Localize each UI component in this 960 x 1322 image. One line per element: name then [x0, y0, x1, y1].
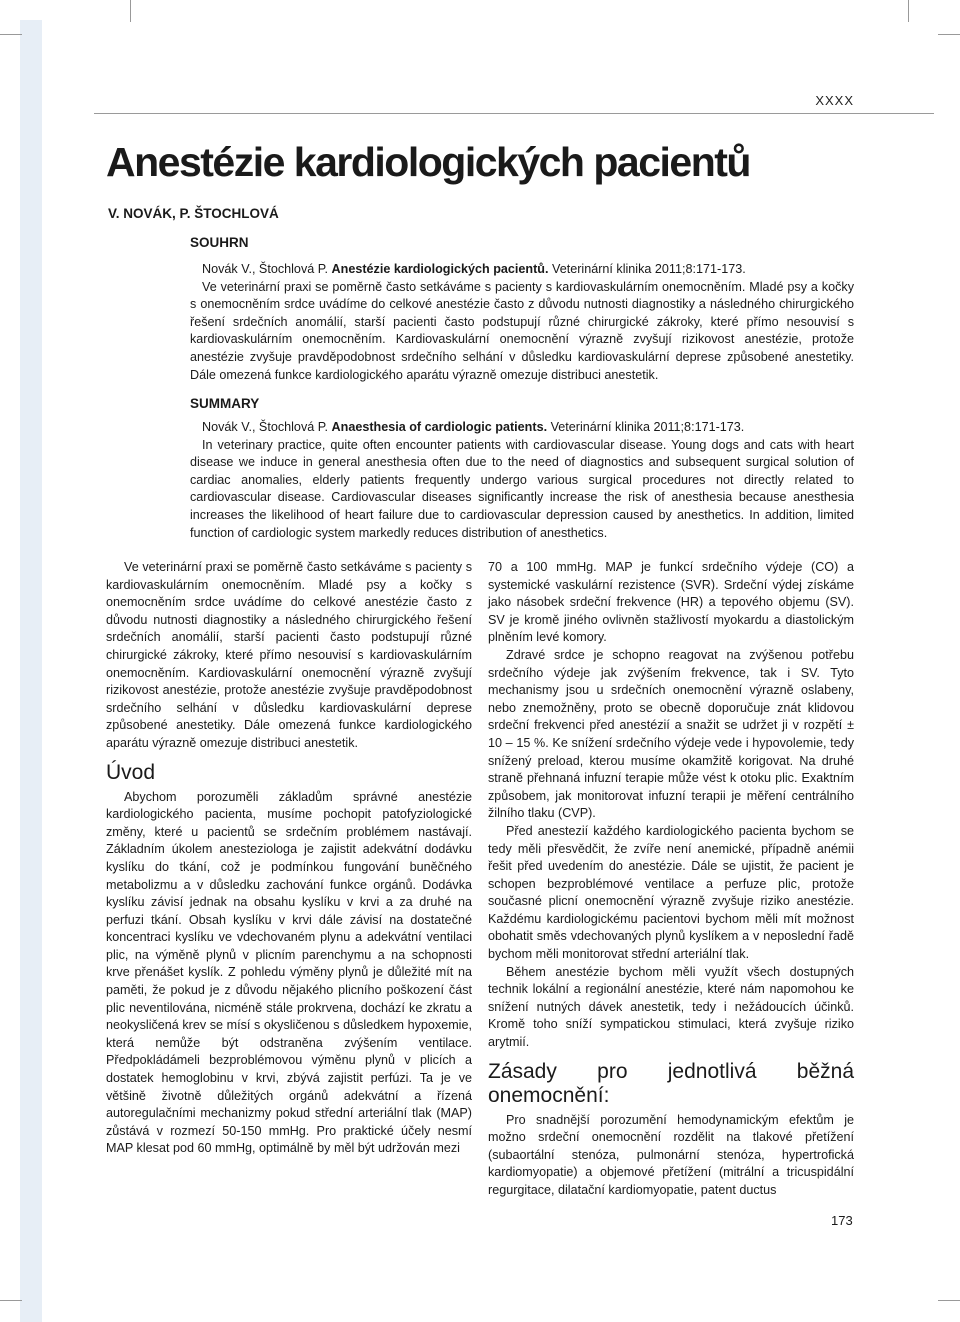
right-paragraph-1: 70 a 100 mmHg. MAP je funkcí srdečního výdeje (CO) a systemické vaskulární rezistence (SVR). Srdeční výdej získáme jako násobek srdeční frekvence (HR) a tepového objemu (SV). SV je kromě jiného ovlivněn stažlivostí myokardu a diastolickým plněním levé komory. [488, 560, 854, 645]
summary-text: In veterinary practice, quite often encounter patients with cardiovascular disease. Young dogs and cats with heart disease we induce in general anesthesia often due to the need of diagnostics and subsequent surgical solution of cardiac anomalies, elderly patients frequently undergo various surgical procedures not directly related to cardiovascular disease. Cardiovascular diseases significantly increase the risk of anesthesia because anesthesia increases the likelihood of heart failure due to cardiovascular depression caused by anesthetics. In addition, limited function of cardiologic system markedly reduces distribution of anesthetics. [190, 437, 854, 540]
souhrn-citation-journal: Veterinární klinika 2011;8:171-173. [552, 262, 746, 276]
souhrn-citation [190, 261, 854, 279]
summary-citation-title: Anaesthesia of cardiologic patients. [331, 420, 548, 434]
crop-mark-left-bottom [0, 1300, 22, 1301]
article-authors: V. NOVÁK, P. ŠTOCHLOVÁ [108, 206, 279, 221]
crop-mark-top-left [130, 0, 131, 22]
crop-mark-top-right [908, 0, 909, 22]
article-title: Anestézie kardiologických pacientů [106, 139, 750, 185]
crop-mark-left-top [0, 34, 22, 35]
summary-block [190, 419, 854, 542]
uvod-heading: Úvod [106, 760, 156, 784]
left-column [106, 559, 472, 1158]
summary-heading: SUMMARY [190, 396, 260, 411]
summary-citation [190, 419, 854, 437]
right-column [488, 559, 854, 1200]
souhrn-citation-title: Anestézie kardiologických pacientů. [331, 262, 549, 276]
page-number: 173 [831, 1213, 853, 1228]
right-paragraph-2: Zdravé srdce je schopno reagovat na zvýšenou potřebu srdečního výdeje jak zvýšením frekvence, tak i SV. Tyto mechanismy jsou u srdečních onemocnění výrazně oslabeny, nebo znemožněny, proto se obecně doporučuje znát klidovou srdeční frekvenci před anestézií a snažit se udržet ji v rozpětí ± 10 – 15 %. Ke snížení srdečního výdeje vede i hypovolemie, tedy snížený preload, kterou musíme okamžitě korigovat. Na druhé straně přehnaná infuzní terapie může vést k otoku plic. Exaktním způsobem, jak monitorovat infuzní terapii je měření centrálního žilního tlaku (CVP). [488, 647, 854, 821]
uvod-paragraph: Abychom porozuměli základům správné anestézie kardiologického pacienta, musíme pochopit patofyziologické změny, které u pacientů se srdečním problémem nastávají. Základním úkolem anesteziologa je zajistit adekvátní dodávku kyslíku do tkání, což je podmínkou fungování buněčného metabolizmu a v důsledku zachování funkce orgánů. Dodávka kyslíku závisí jednak na obsahu kyslíku v krvi a za druhé na perfuzi tkání. Obsah kyslíku v krvi dále závisí na dostatečné koncentraci kyslíku ve vdechovaném plynu a adekvátní ventilaci plic, na výměně plynů v plicním parenchymu a na schopnosti krve přenášet kyslík. Z pohledu výměny plynů je důležité mít na paměti, že pokud je z důvodu nějakého plicního poškození část plic neventilována, nicméně stále prokrvena, dochází ke zkratu a neokysličená krev se mísí s okysličenou s důsledkem hypoxemie, která nemůže být odstraněna zvýšením ventilace. Předpokládámeli bezproblémovou výměnu plynů v plicích a dostatek hemoglobinu v krvi, zbývá zajistit perfúzi. Ta je ve většině životně důležitých orgánů adekvátní a řízená autoregulačními mechanizmy pokud střední arteriální tlak (MAP) zůstává v rozmezí 50-150 mmHg. Pro praktické účely nesmí MAP klesat pod 60 mmHg, optimálně by měl být udržován mezi [106, 789, 472, 1156]
right-paragraph-4: Během anestézie bychom měli využít všech dostupných technik lokální a regionální anestézie, které nám napomohou ke snížení nutných dávek anestetik, tedy i nežádoucích účinků. Kromě toho sníží sympatickou stimulaci, která zvyšuje riziko arytmií. [488, 964, 854, 1050]
zasady-heading: Zásady pro jednotlivá běžná onemocnění: [488, 1059, 854, 1107]
souhrn-heading: SOUHRN [190, 235, 249, 250]
right-paragraph-3: Před anestezií každého kardiologického pacienta bychom se tedy měli přesvědčit, že zvíře není anemické, případně anémii řešit před uvedením do anestézie. Dále se ujistit, že pacient je schopen bezproblémové ventilace a perfuze plic, protože současné plicní onemocnění výrazně zvyšuje riziko anestézie. Každému kardiologickému pacientovi bychom měli mít možnost obohatit směs vdechovaných plynů kyslíkem a v neposlední řadě bychom měli monitorovat střední arteriální tlak. [488, 823, 854, 962]
summary-citation-journal: Veterinární klinika 2011;8:171-173. [550, 420, 745, 434]
souhrn-text: Ve veterinární praxi se poměrně často setkáváme s pacienty s kardiovaskulárním onemocněním. Mladé psy a kočky s onemocněním srdce uvádíme do celkové anestézie často z důvodu nutnosti diagnostiky a následného chirurgického řešení srdečních anomálií, starší pacienti často podstupují různé chirurgické zákroky, které přímo nesouvisí s kardiovaskulárním onemocněním. Kardiovaskulární onemocnění výrazně zvyšují rizikovost anestézie, protože anestézie zvyšuje pravděpodobnost srdečního selhání v důsledku kardiovaskulární deprese způsobené anestetiky. Dále omezená funkce kardiologického aparátu výrazně omezuje distribuci anestetik. [190, 279, 854, 382]
intro-paragraph: Ve veterinární praxi se poměrně často setkáváme s pacienty s kardiovaskulárním onemocněním. Mladé psy a kočky s onemocněním srdce uvádíme do celkové anestézie často z důvodu nutnosti diagnostiky a následného chirurgického řešení srdečních anomálií, starší pacienti často podstupují různé chirurgické zákroky, které přímo nesouvisí s kardiovaskulárním onemocněním. Kardiovaskulární onemocnění výrazně zvyšují rizikovost anestézie, protože anestézie zvyšuje pravděpodobnost srdečního selhání v důsledku kardiovaskulární deprese způsobené anestetiky. Dále omezená funkce kardiologického aparátu výrazně omezuje distribuci anestetik. [106, 560, 472, 750]
header-rule [94, 113, 934, 114]
souhrn-block [190, 261, 854, 384]
page-edge-band [20, 20, 42, 1322]
right-paragraph-5: Pro snadnější porozumění hemodynamickým efektům je možno srdeční onemocnění rozdělit na tlakové přetížení (subaortální stenóza, pulmonární stenóza, hypertrofická kardiomyopatie) a objemové přetížení (mitrální a tricuspidální regurgitace, dilatační kardiomyopatie, patent ductus [488, 1112, 854, 1197]
running-header-label: XXXX [815, 93, 854, 108]
crop-mark-right-top [938, 34, 960, 35]
souhrn-citation-authors: Novák V., Štochlová P. [202, 262, 329, 276]
summary-citation-authors: Novák V., Štochlová P. [202, 420, 329, 434]
crop-mark-right-bottom [938, 1300, 960, 1301]
